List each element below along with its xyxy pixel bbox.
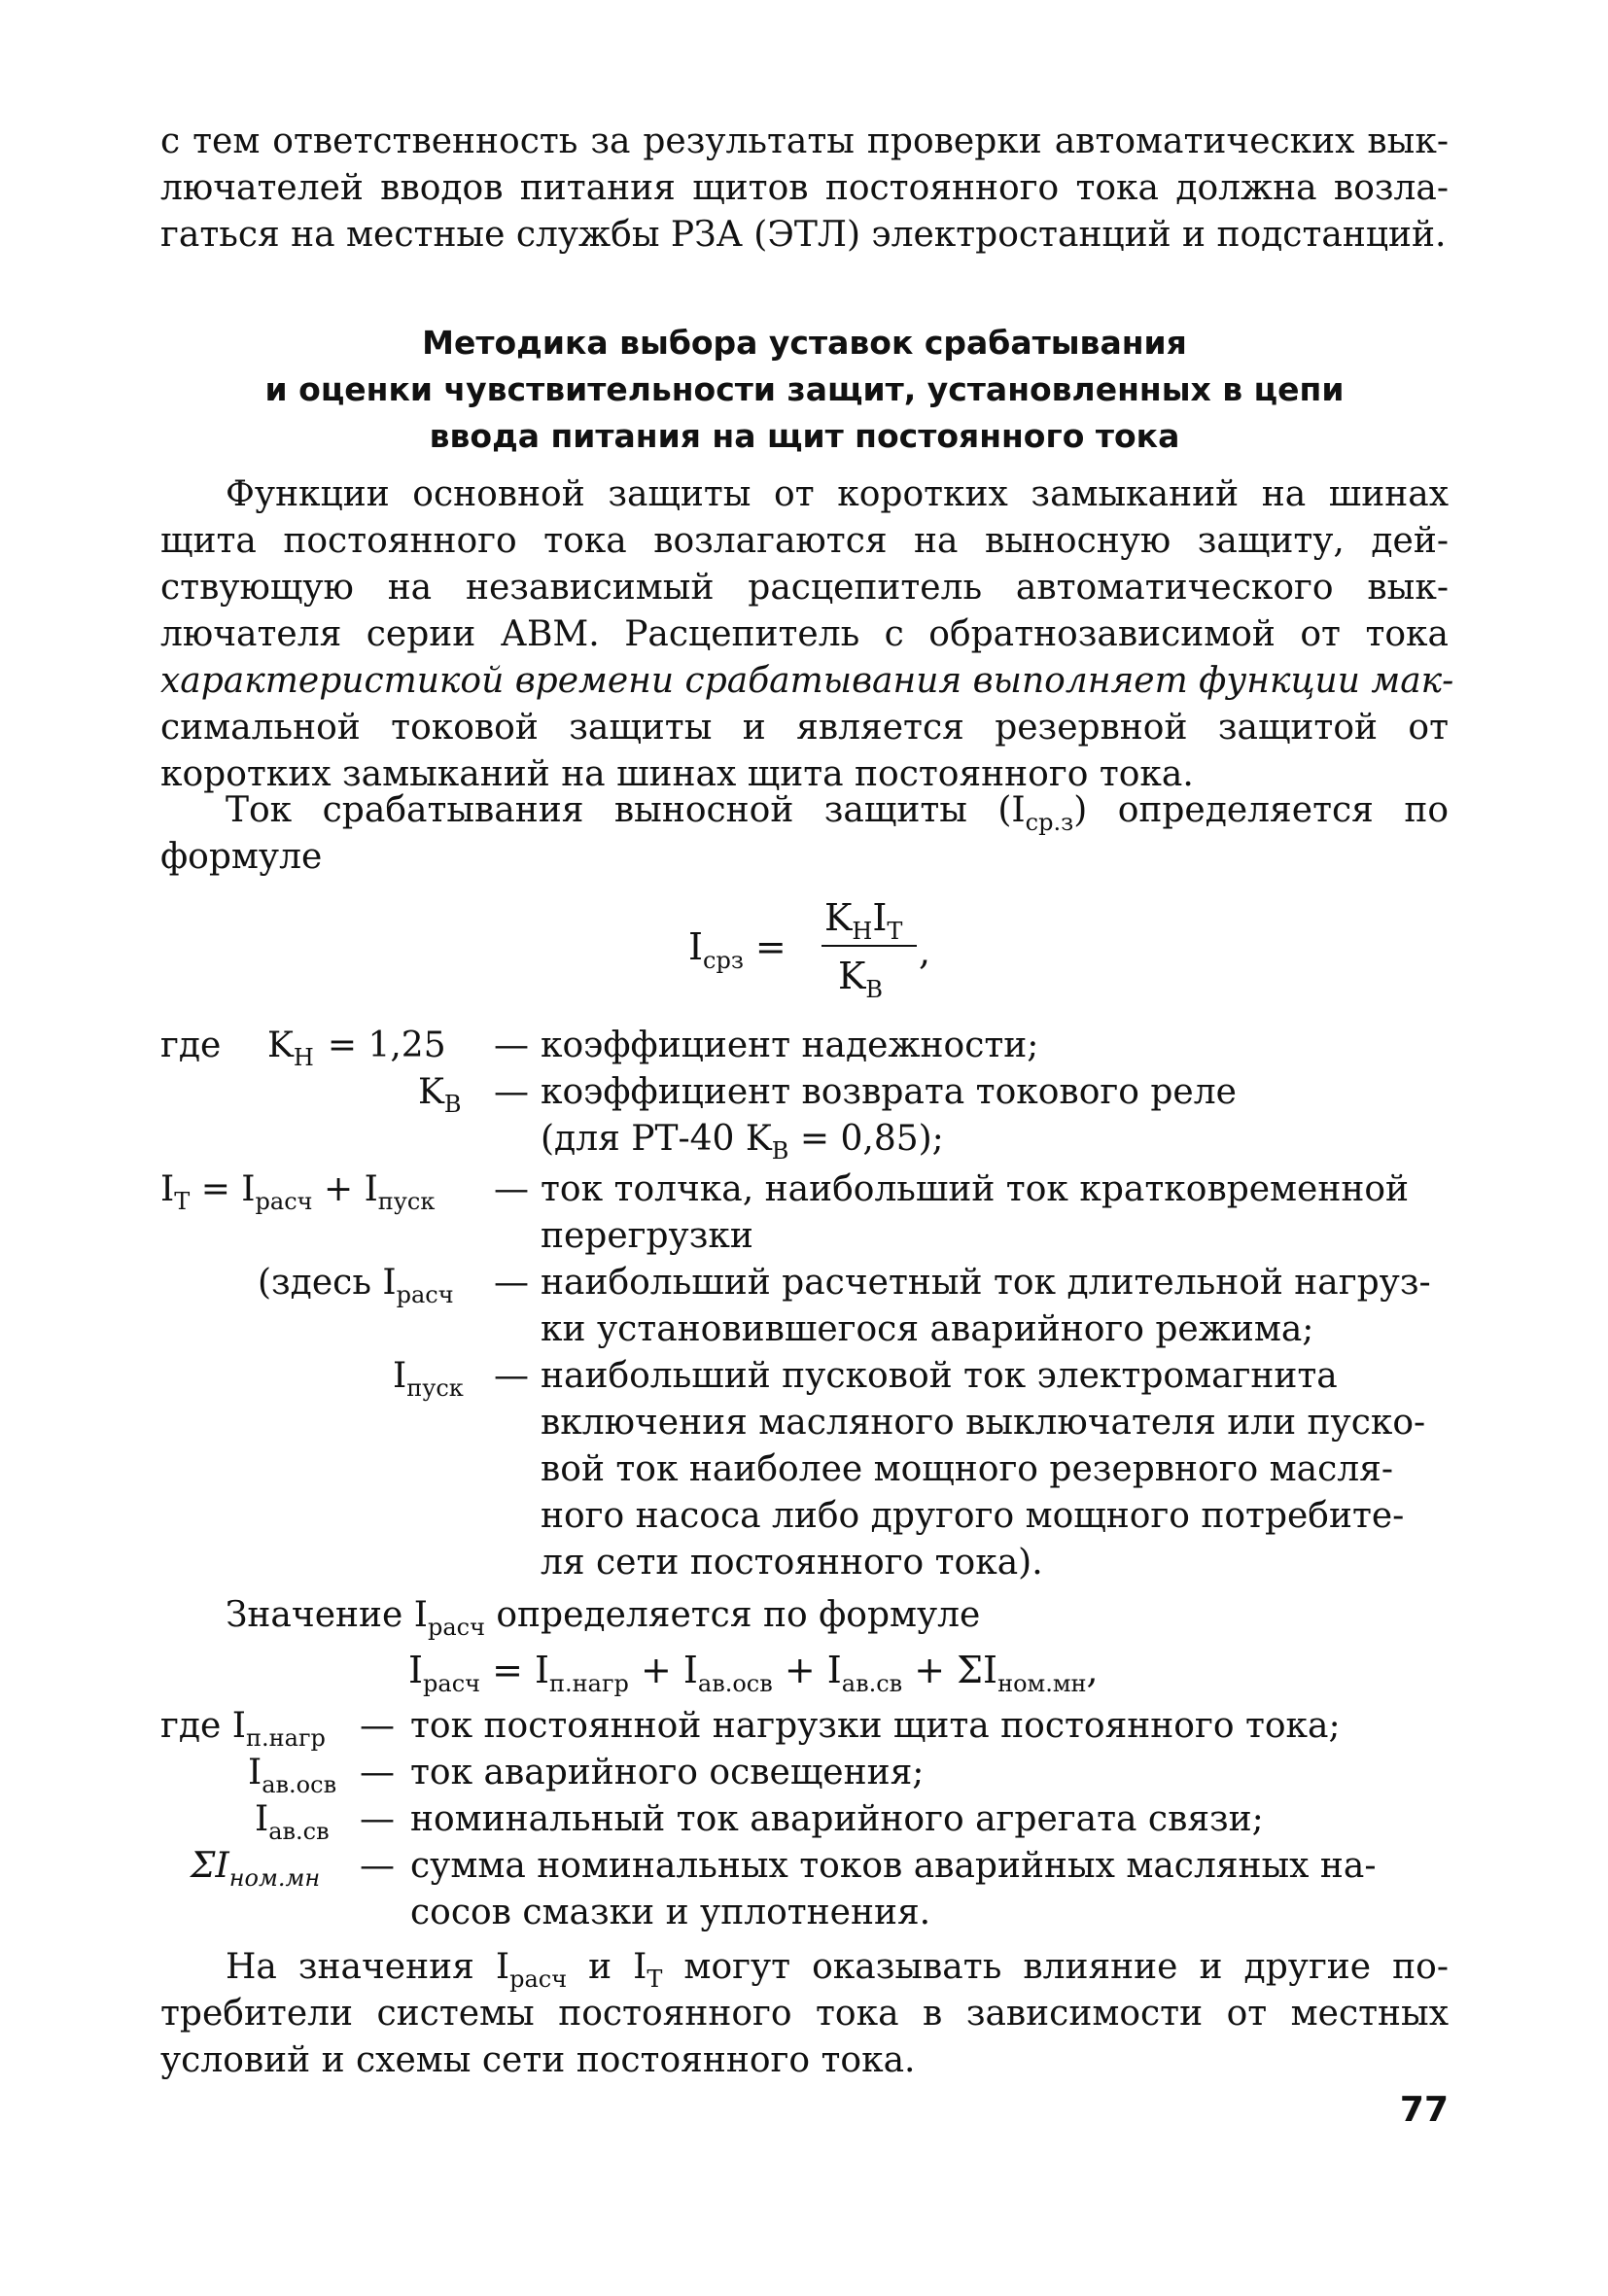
top-paragraph-line-1: с тем ответственность за результаты проверки автоматических вык- [160,122,1449,161]
defs1-ipusk-text-3: вой ток наиболее мощного резервного масля- [541,1449,1394,1489]
para1-line-3: ствующую на независимый расцепитель автоматического вык- [160,568,1449,608]
formula1-numerator: $K_НI_Т$ [824,896,903,945]
para4-line-3: условий и схемы сети постоянного тока. [160,2040,916,2080]
section-heading-line-3: ввода питания на щит постоянного тока [429,417,1180,455]
defs1-kv-dash: — [494,1072,529,1112]
defs2-text-4b: сосов смазки и уплотнения. [410,1893,931,1932]
section-heading-line-2: и оценки чувствительности защит, установленных в цепи [264,370,1345,408]
para1-line-4: лючателя серии АВМ. Расцепитель с обратнозависимой от тока [160,614,1449,654]
defs1-where: где [160,1026,222,1065]
defs1-ipusk-text-1: наибольший пусковой ток электромагнита [541,1356,1338,1396]
top-paragraph-line-3: гаться на местные службы РЗА (ЭТЛ) электростанций и подстанций. [160,215,1447,255]
para3-line: Значение $I_{расч}$ определяется по формуле [226,1595,981,1641]
defs2-symbol-4: $\Sigma I_{ном.мн}$ [191,1846,321,1892]
defs1-it-text-2: перегрузки [541,1216,753,1256]
defs2-text-3: номинальный ток аварийного агрегата связи; [410,1799,1264,1839]
para2-line-1: Ток срабатывания выносной защиты $(I_{ср.з})$ определяется по [226,790,1449,836]
para1-line-6: симальной токовой защиты и является резервной защитой от [160,708,1449,748]
defs1-kn-dash: — [494,1026,529,1065]
defs1-it-text-1: ток толчка, наибольший ток кратковременной [541,1169,1410,1209]
defs1-ipusk-text-5: ля сети постоянного тока). [541,1543,1043,1583]
formula1-comma: , [919,930,931,973]
defs2-where: где $I_{п.нагр}$ [160,1706,326,1752]
para1-line-2: щита постоянного тока возлагаются на выносную защиту, дей- [160,521,1449,561]
defs1-kv-text-2: (для РТ-40 $K_В = 0,85$); [541,1119,944,1165]
page-number: 77 [1399,2090,1449,2130]
defs2-text-4a: сумма номинальных токов аварийных масляных на- [410,1846,1377,1886]
defs1-it-dash: — [494,1169,529,1209]
defs1-ipusk-text-2: включения масляного выключателя или пуско- [541,1403,1426,1443]
fraction-bar [821,945,917,947]
defs2-text-2: ток аварийного освещения; [410,1753,925,1792]
para1-line-7: коротких замыканий на шинах щита постоянного тока. [160,754,1194,794]
defs2-text-1: ток постоянной нагрузки щита постоянного тока; [410,1706,1341,1746]
top-paragraph-line-2: лючателей вводов питания щитов постоянного тока должна возла- [160,168,1449,208]
defs2-dash-1: — [360,1706,395,1746]
defs2-dash-4: — [360,1846,395,1886]
defs1-irasch-text-1: наибольший расчетный ток длительной нагруз- [541,1263,1431,1303]
defs1-irasch-symbol: (здесь $I_{расч}$ [258,1263,454,1308]
para4-line-2: требители системы постоянного тока в зависимости от местных [160,1994,1449,2034]
para2-line-2: формуле [160,837,323,877]
defs1-ipusk-text-4: ного насоса либо другого мощного потребите- [541,1496,1405,1536]
defs2-dash-2: — [360,1753,395,1792]
defs1-kv-symbol: $K_В$ [418,1072,462,1118]
para1-line-1: Функции основной защиты от коротких замыканий на шинах [226,474,1449,514]
formula2: $I_{расч} = I_{п.нагр} + I_{ав.осв} + I_{ав.св} + \Sigma I_{ном.мн}$, [408,1649,1099,1697]
formula1-denominator: $K_В$ [838,955,884,1003]
defs1-it-formula: $I_Т = I_{расч} + I_{пуск}$ [160,1169,436,1215]
defs2-dash-3: — [360,1799,395,1839]
defs1-kv-text: коэффициент возврата токового реле [541,1072,1237,1112]
defs1-irasch-dash: — [494,1263,529,1303]
para4-line-1: На значения $I_{расч}$ и $I_Т$ могут оказывать влияние и другие по- [226,1947,1449,1993]
defs2-symbol-2: $I_{ав.осв}$ [248,1753,337,1798]
defs1-irasch-text-2: ки установившегося аварийного режима; [541,1309,1314,1349]
section-heading-line-1: Методика выбора уставок срабатывания [422,324,1187,362]
formula1-lhs: $I_{срз}$ = [688,925,787,974]
defs1-ipusk-dash: — [494,1356,529,1396]
defs1-kn-symbol: $K_Н = 1,25$ [267,1026,446,1071]
defs2-symbol-3: $I_{ав.св}$ [255,1799,330,1845]
para1-line-5: характеристикой времени срабатывания выполняет функции мак- [160,661,1454,701]
defs1-ipusk-symbol: $I_{пуск}$ [393,1356,464,1402]
defs1-kn-text: коэффициент надежности; [541,1026,1039,1065]
